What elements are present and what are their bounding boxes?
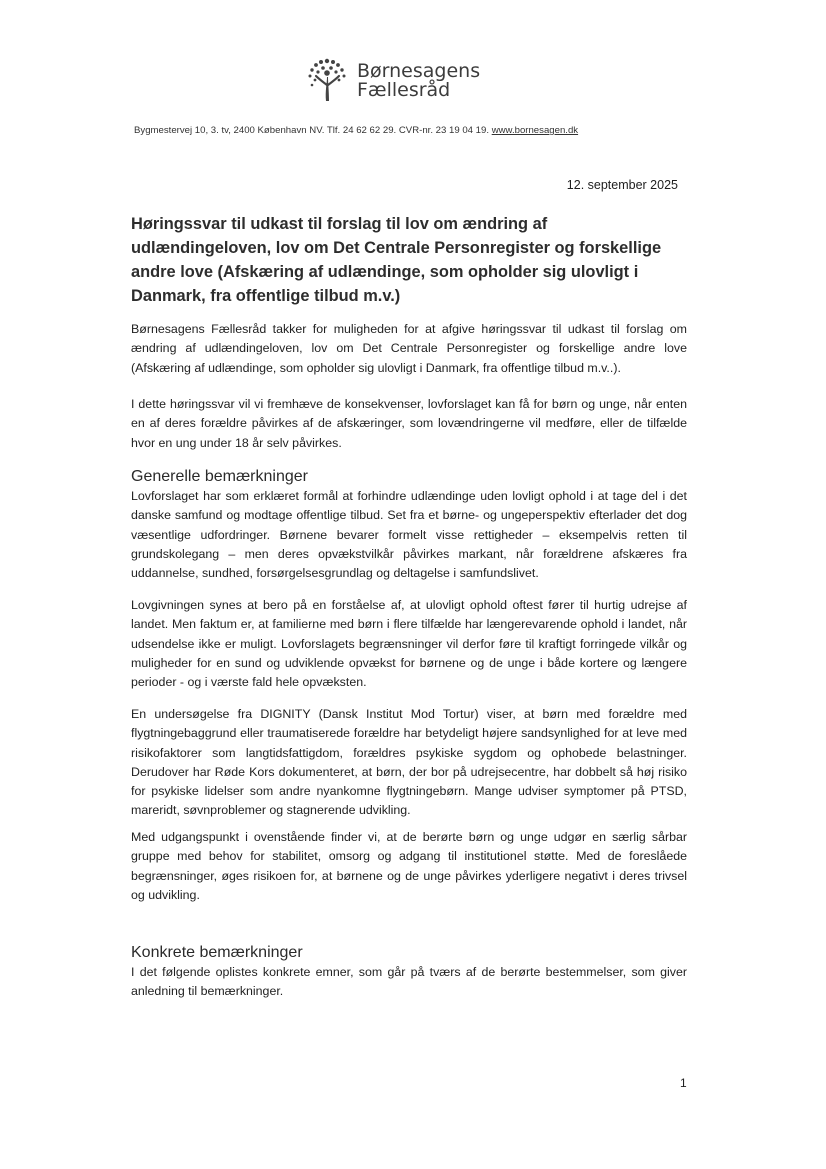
general-remarks-heading: Generelle bemærkninger bbox=[131, 468, 308, 485]
specific-remarks-heading: Konkrete bemærkninger bbox=[131, 944, 303, 961]
logo-line-2: Fællesråd bbox=[357, 79, 451, 101]
logo-wordmark bbox=[357, 62, 480, 100]
general-paragraph-2: Lovgivningen synes at bero på en forståelse af, at ulovligt ophold oftest fører til hurtig udrejse af landet. Men faktum er, at familierne med børn i flere tilfælde har længerevarende ophold i landet, når udsendelse ikke er muligt. Lovforslagets begrænsninger vil derfor føre til kraftigt forringede vilkår og muligheder for en sund og udviklende opvækst for børnene og de unge i både kortere og længere perioder - og i værste fald hele opvæksten. bbox=[131, 598, 687, 690]
general-paragraph-3: En undersøgelse fra DIGNITY (Dansk Institut Mod Tortur) viser, at børn med forældre med flygtningebaggrund eller traumatiserede forældre har betydeligt højere sandsynlighed for at leve med risikofaktorer som langtidsfattigdom, forældres psykiske sygdom og ophobede belastninger. Derudover har Røde Kors dokumenteret, at børn, der bor på udrejsecentre, har dobbelt så høj risiko for psykiske lidelser som andre nyankomne flygtningebørn. Mange udviser symptomer på PTSD, mareridt, søvnproblemer og stagnerende udvikling. bbox=[131, 707, 687, 818]
logo-line-1: Børnesagens bbox=[357, 60, 481, 82]
website-link[interactable]: www.bornesagen.dk bbox=[491, 125, 579, 136]
general-paragraph-1: Lovforslaget har som erklæret formål at forhindre udlændinge uden lovligt ophold i at tage del i det danske samfund og modtage offentlige tilbud. Set fra et børne- og ungeperspektiv efterlader det dog væsentlige udfordringer. Børnene bevarer formelt visse rettigheder – eksempelvis retten til grundskolegang – men deres opvækstvilkår påvirkes markant, når forældrene afskæres fra uddannelse, sundhed, forsørgelsesgrundlag og deltagelse i samfundslivet. bbox=[131, 489, 687, 581]
tree-figure-icon bbox=[305, 57, 349, 105]
address-text: Bygmestervej 10, 3. tv, 2400 København NV. Tlf. 24 62 62 29. CVR-nr. 23 19 04 19. bbox=[134, 125, 490, 136]
page-number: 1 bbox=[680, 1076, 687, 1090]
document-date: 12. september 2025 bbox=[566, 178, 678, 192]
general-paragraph-4: Med udgangspunkt i ovenstående finder vi, at de berørte børn og unge udgør en særlig sårbar gruppe med behov for stabilitet, omsorg og adgang til institutionel støtte. Med de foreslåede begrænsninger, øges risikoen for, at børnene og de unge påvirkes yderligere negativt i deres trivsel og udvikling. bbox=[131, 830, 687, 902]
letterhead-address bbox=[134, 125, 694, 136]
document-title: Høringssvar til udkast til forslag til lov om ændring af udlændingeloven, lov om Det Centrale Personregister og forskellige andre love (Afskæring af udlændinge, som opholder sig ulovligt i Danmark, fra offentlige tilbud m.v.) bbox=[131, 215, 662, 305]
organization-logo bbox=[305, 57, 505, 107]
intro-paragraph-2: I dette høringssvar vil vi fremhæve de konsekvenser, lovforslaget kan få for børn og unge, når enten en af deres forældre påvirkes af de afskæringer, som lovændringerne vil medføre, eller de tilfælde hvor en ung under 18 år selv påvirkes. bbox=[131, 397, 687, 450]
specific-paragraph: I det følgende oplistes konkrete emner, som går på tværs af de berørte bestemmelser, som giver anledning til bemærkninger. bbox=[131, 965, 687, 999]
intro-paragraph-1: Børnesagens Fællesråd takker for muligheden for at afgive høringssvar til udkast til forslag om ændring af udlændingeloven, lov om Det Centrale Personregister og forskellige andre love (Afskæring af udlændinge, som opholder sig ulovligt i Danmark, fra offentlige tilbud m.v..). bbox=[131, 322, 687, 375]
